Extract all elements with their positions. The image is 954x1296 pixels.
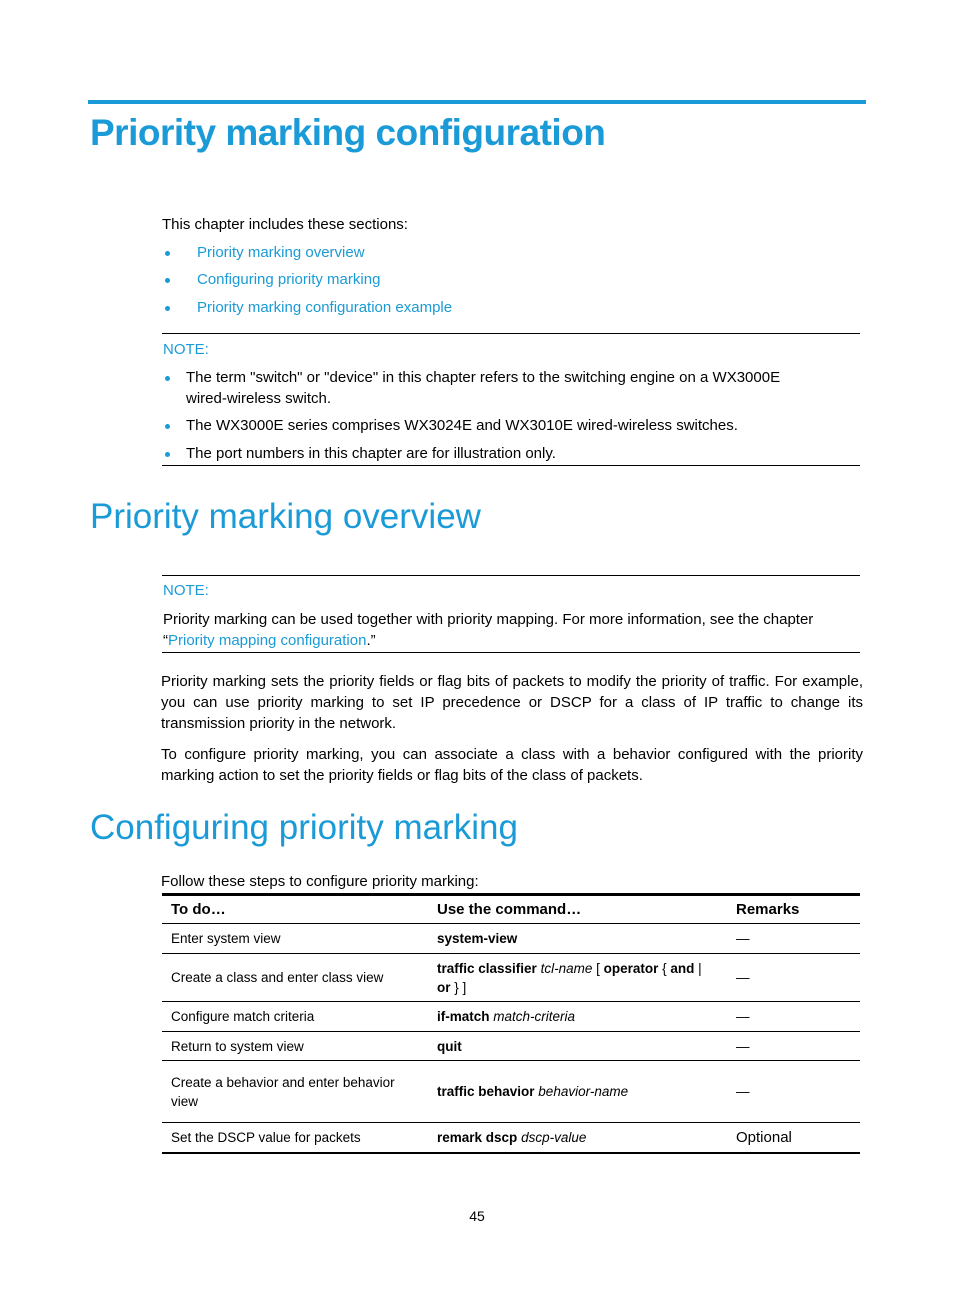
note-item: The term "switch" or "device" in this chapter refers to the switching engine on a WX3000E (186, 369, 781, 386)
cell-remarks: — (727, 954, 860, 1002)
bullet-icon (165, 278, 170, 283)
note-label: NOTE: (163, 582, 209, 599)
section-heading-configuring: Configuring priority marking (90, 808, 518, 847)
command-syntax: } ] (450, 979, 467, 995)
bullet-icon (165, 251, 170, 256)
command-argument: match-criteria (493, 1009, 576, 1024)
cell-todo: Return to system view (162, 1032, 428, 1061)
note-top-rule (162, 575, 860, 576)
open-quote: “ (163, 632, 168, 649)
note-item: The port numbers in this chapter are for illustration only. (186, 445, 556, 462)
table-header-row (162, 895, 860, 924)
table-row (162, 954, 860, 1002)
command-keyword: system-view (437, 931, 518, 946)
page-title: Priority marking configuration (90, 112, 606, 153)
note-text: Priority marking can be used together with priority mapping. For more information, see the chapter (163, 611, 814, 628)
cell-command (428, 954, 727, 1002)
bullet-icon (165, 376, 170, 381)
table-row (162, 924, 860, 954)
bullet-icon (165, 424, 170, 429)
cell-todo: Set the DSCP value for packets (162, 1123, 428, 1153)
command-keyword: operator (603, 960, 659, 976)
cell-remarks: Optional (727, 1123, 860, 1153)
cell-todo (162, 1061, 428, 1123)
command-keyword: traffic behavior (437, 1084, 535, 1099)
cell-remarks: — (727, 1032, 860, 1061)
cell-todo-text: Create a behavior and enter behavior view (171, 1074, 395, 1109)
command-keyword: or (437, 979, 451, 995)
cell-command (428, 1061, 727, 1123)
table-row (162, 1123, 860, 1153)
command-keyword: if-match (437, 1009, 490, 1024)
cell-command (428, 1002, 727, 1032)
link-priority-marking-configuration-example[interactable]: Priority marking configuration example (197, 299, 453, 316)
cell-remarks: — (727, 1061, 860, 1123)
link-priority-marking-overview[interactable]: Priority marking overview (197, 244, 365, 261)
note-bottom-rule (162, 652, 860, 653)
note-item-continued: wired-wireless switch. (186, 390, 332, 407)
overview-paragraph: Priority marking sets the priority fields or flag bits of packets to modify the priority of traffic. For example, you can use priority marking to set IP precedence or DSCP for a class of IP traffic to change its transmission priority in the network. (161, 673, 863, 732)
table-row (162, 1061, 860, 1123)
title-bar-rule (88, 100, 866, 104)
command-keyword: and (670, 960, 695, 976)
command-argument: behavior-name (538, 1084, 629, 1099)
table-row (162, 1002, 860, 1032)
header-todo: To do… (162, 895, 428, 924)
bullet-icon (165, 306, 170, 311)
overview-paragraph: To configure priority marking, you can associate a class with a behavior configured with the priority marking action to set the priority fields or flag bits of the class of packets. (161, 746, 863, 784)
cell-command (428, 1032, 727, 1061)
table-lead: Follow these steps to configure priority marking: (161, 873, 479, 890)
cell-remarks: — (727, 1002, 860, 1032)
close-quote: .” (366, 632, 376, 649)
bullet-icon (165, 452, 170, 457)
cell-todo: Enter system view (162, 924, 428, 954)
cell-remarks: — (727, 924, 860, 954)
link-priority-mapping-configuration[interactable]: Priority mapping configuration (168, 632, 367, 649)
header-remarks: Remarks (727, 895, 860, 924)
cell-todo: Configure match criteria (162, 1002, 428, 1032)
cell-todo: Create a class and enter class view (162, 954, 428, 1002)
command-keyword: remark dscp (437, 1129, 518, 1145)
command-syntax: [ (592, 960, 604, 976)
note-label: NOTE: (163, 341, 209, 358)
note-bottom-rule (162, 465, 860, 466)
command-syntax: | (694, 960, 702, 976)
command-keyword: traffic classifier (437, 960, 537, 976)
command-table (162, 893, 860, 1154)
cell-command (428, 924, 727, 954)
table-row (162, 1032, 860, 1061)
command-syntax: { (658, 960, 671, 976)
command-keyword: quit (437, 1038, 462, 1054)
header-command: Use the command… (428, 895, 727, 924)
command-argument: tcl-name (540, 960, 593, 976)
note-item: The WX3000E series comprises WX3024E and WX3010E wired-wireless switches. (186, 417, 738, 434)
link-configuring-priority-marking[interactable]: Configuring priority marking (197, 271, 381, 288)
note-top-rule (162, 333, 860, 334)
command-argument: dscp-value (521, 1129, 587, 1145)
section-heading-overview: Priority marking overview (90, 497, 481, 536)
intro-lead: This chapter includes these sections: (162, 216, 408, 233)
page-number: 45 (469, 1208, 485, 1224)
cell-command (428, 1123, 727, 1153)
note-text-link-line (163, 630, 376, 651)
